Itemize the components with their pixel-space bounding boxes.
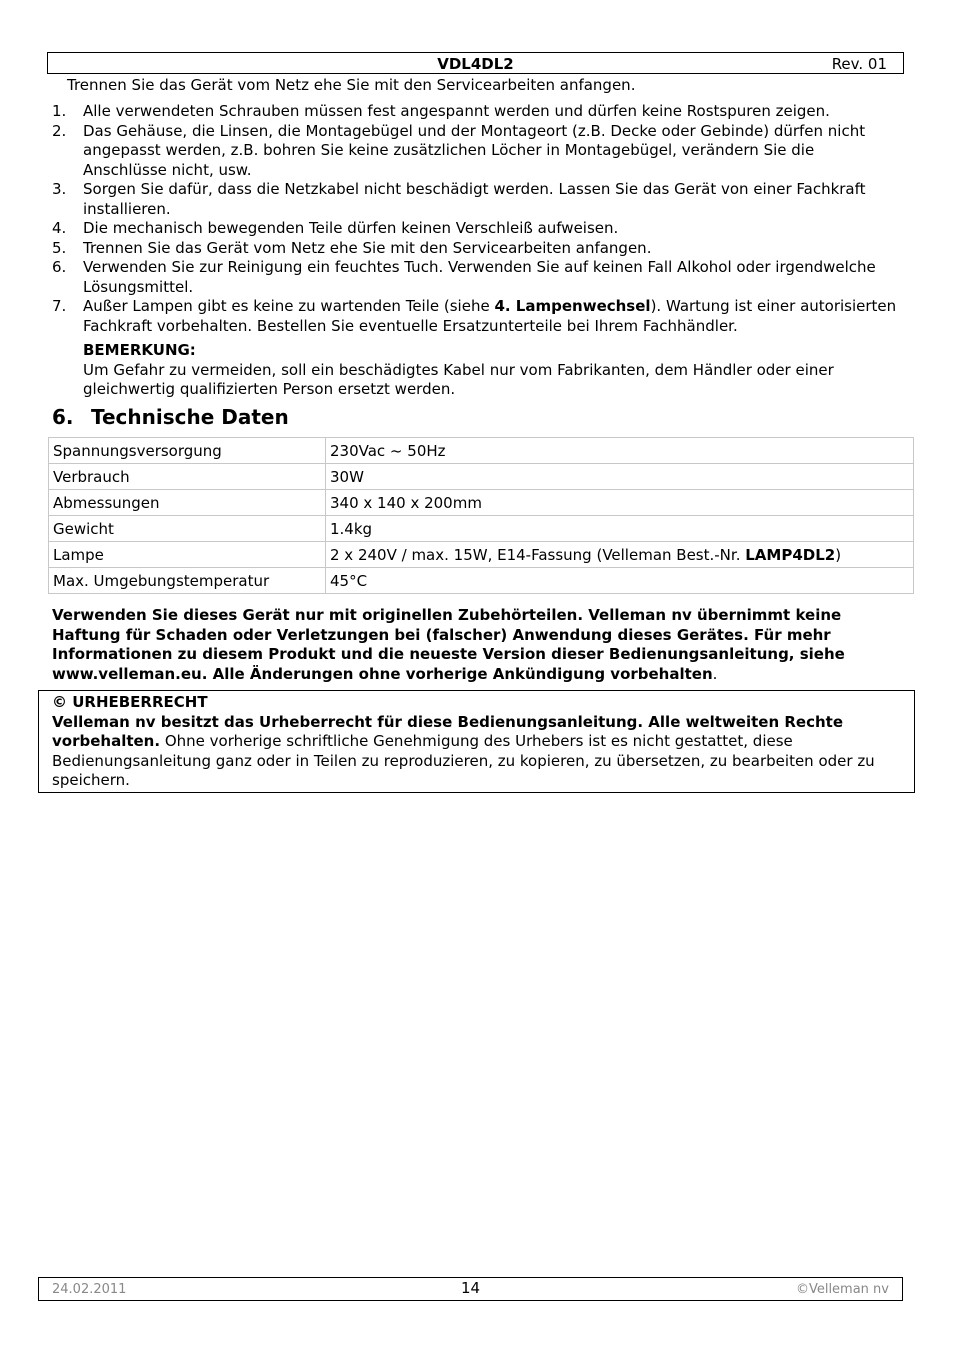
remark-block bbox=[83, 341, 903, 400]
spec-table bbox=[48, 437, 914, 594]
spec-value-before: 2 x 240V / max. 15W, E14-Fassung (Velleman Best.-Nr. bbox=[330, 545, 746, 564]
spec-order-number: LAMP4DL2 bbox=[745, 545, 836, 564]
item-text: Das Gehäuse, die Linsen, die Montagebügel und der Montageort (z.B. Decke oder Gebinde) dürfen nicht angepasst werden, z.B. bohren Sie keine zusätzlichen Löcher in Montagebügel, verändern Sie die Anschlüsse nicht, usw. bbox=[83, 121, 866, 179]
table-row bbox=[49, 516, 914, 542]
remark-text: Um Gefahr zu vermeiden, soll ein beschädigtes Kabel nur vom Fabrikanten, dem Händler oder einer gleichwertig qualifizierten Person ersetzt werden. bbox=[83, 360, 834, 398]
list-item bbox=[52, 180, 902, 219]
item-text: Trennen Sie das Gerät vom Netz ehe Sie mit den Servicearbeiten anfangen. bbox=[83, 238, 652, 257]
item-text: Verwenden Sie zur Reinigung ein feuchtes Tuch. Verwenden Sie auf keinen Fall Alkohol oder irgendwelche Lösungsmittel. bbox=[83, 258, 876, 296]
item-section-reference: 4. Lampenwechsel bbox=[494, 297, 651, 315]
footer-copyright: ©Velleman nv bbox=[795, 1282, 889, 1297]
spec-label: Max. Umgebungstemperatur bbox=[49, 568, 326, 594]
header-model: VDL4DL2 bbox=[437, 55, 514, 73]
copyright-box bbox=[38, 690, 915, 793]
item-text: Sorgen Sie dafür, dass die Netzkabel nicht beschädigt werden. Lassen Sie das Gerät von einer Fachkraft installieren. bbox=[83, 180, 866, 218]
spec-value: 340 x 140 x 200mm bbox=[326, 490, 914, 516]
usage-notice bbox=[52, 606, 907, 684]
section-title: Technische Daten bbox=[91, 405, 289, 429]
remark-title: BEMERKUNG: bbox=[83, 341, 196, 359]
item-text: Alle verwendeten Schrauben müssen fest angespannt werden und dürfen keine Rostspuren zeigen. bbox=[83, 102, 830, 120]
list-item bbox=[52, 239, 902, 259]
table-row bbox=[49, 464, 914, 490]
item-number: 4. bbox=[52, 219, 67, 237]
notice-tail: . bbox=[712, 664, 718, 683]
spec-label: Lampe bbox=[49, 542, 326, 568]
item-number: 6. bbox=[52, 258, 67, 276]
item-number: 2. bbox=[52, 121, 67, 140]
list-item bbox=[52, 102, 902, 122]
table-row bbox=[49, 568, 914, 594]
item-text-after: ). Wartung ist einer autorisierten Fachkraft vorbehalten. Bestellen Sie eventuelle Ersatzunterteile bei Ihrem Fachhändler. bbox=[83, 297, 897, 335]
item-number: 3. bbox=[52, 180, 67, 198]
spec-label: Gewicht bbox=[49, 516, 326, 542]
notice-text: Verwenden Sie dieses Gerät nur mit originellen Zubehörteilen. Velleman nv übernimmt keine Haftung für Schaden oder Verletzungen bei (falscher) Anwendung dieses Gerätes. Für mehr Informationen zu diesem Produkt und die neueste Version dieser Bedienungsanleitung, siehe www.velleman.eu. Alle Änderungen ohne vorherige Ankündigung vorbehalten bbox=[52, 606, 845, 683]
section-heading bbox=[52, 404, 289, 430]
maintenance-list bbox=[52, 102, 902, 336]
page-header bbox=[47, 52, 904, 74]
intro-line: Trennen Sie das Gerät vom Netz ehe Sie mit den Servicearbeiten anfangen. bbox=[67, 76, 636, 94]
page-footer bbox=[38, 1277, 903, 1301]
item-text-before: Außer Lampen gibt es keine zu wartenden Teile (siehe bbox=[83, 297, 495, 315]
spec-label: Abmessungen bbox=[49, 490, 326, 516]
copyright-title: © URHEBERRECHT bbox=[52, 693, 208, 711]
copyright-bold-text: Velleman nv besitzt das Urheberrecht für diese Bedienungsanleitung. Alle weltweiten Rechte vorbehalten. bbox=[52, 712, 843, 750]
spec-value: 30W bbox=[326, 464, 914, 490]
copyright-text: Ohne vorherige schriftliche Genehmigung des Urhebers ist es nicht gestattet, diese Bedienungsanleitung ganz oder in Teilen zu reproduzieren, zu kopieren, zu übersetzen, zu bearbeiten oder zu speichern. bbox=[52, 732, 875, 789]
spec-value: 45°C bbox=[326, 568, 914, 594]
footer-page-number: 14 bbox=[460, 1279, 481, 1297]
list-item bbox=[52, 297, 902, 336]
item-number: 1. bbox=[52, 102, 67, 120]
footer-date: 24.02.2011 bbox=[52, 1282, 127, 1297]
list-item bbox=[52, 219, 902, 239]
table-row bbox=[49, 438, 914, 464]
list-item bbox=[52, 122, 902, 181]
copyright-body bbox=[52, 713, 914, 791]
spec-value: 230Vac ~ 50Hz bbox=[326, 438, 914, 464]
header-revision: Rev. 01 bbox=[831, 55, 887, 73]
spec-label: Spannungsversorgung bbox=[49, 438, 326, 464]
item-number: 5. bbox=[52, 238, 67, 257]
list-item bbox=[52, 258, 902, 297]
item-text: Die mechanisch bewegenden Teile dürfen keinen Verschleiß aufweisen. bbox=[83, 219, 619, 237]
section-number: 6. bbox=[52, 405, 74, 429]
spec-value: 1.4kg bbox=[326, 516, 914, 542]
table-row bbox=[49, 490, 914, 516]
spec-label: Verbrauch bbox=[49, 464, 326, 490]
spec-value bbox=[326, 542, 914, 568]
spec-value-after: ) bbox=[835, 545, 842, 564]
table-row bbox=[49, 542, 914, 568]
item-number: 7. bbox=[52, 297, 67, 315]
